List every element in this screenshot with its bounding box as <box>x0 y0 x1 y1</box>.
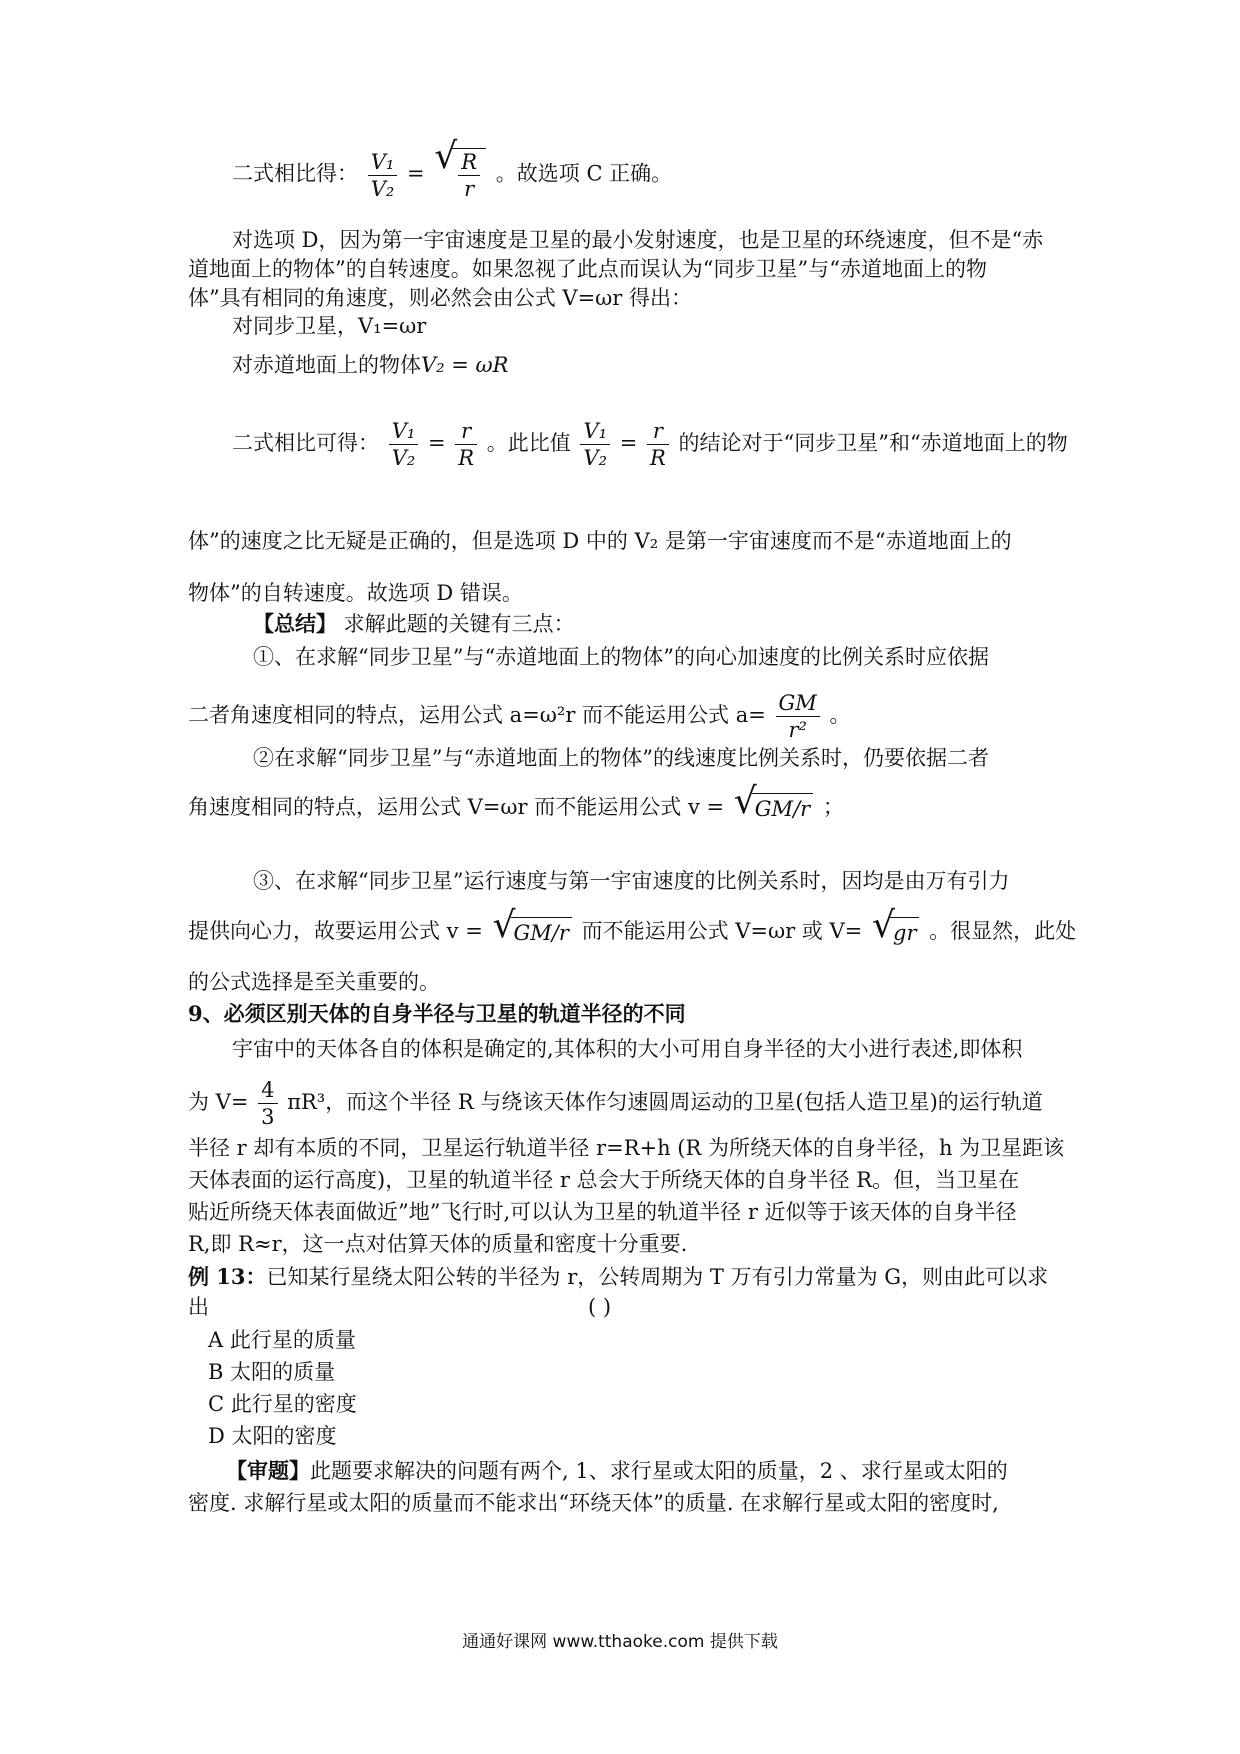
paragraph-line: 对同步卫星，V₁=ωr <box>232 314 427 338</box>
paragraph-line: 二者角速度相同的特点，运用公式 a=ω²r 而不能运用公式 a= $\frac{GM}{\text{r²}}$ 。 <box>188 691 851 742</box>
summary-line: 【总结】 求解此题的关键有三点： <box>253 611 575 636</box>
example-question: 例 13：已知某行星绕太阳公转的半径为 r，公转周期为 T 万有引力常量为 G，则由此可以求 <box>188 1264 1049 1289</box>
paragraph-line: ①、在求解“同步卫星”与“赤道地面上的物体”的向心加速度的比例关系时应依据 <box>253 645 989 669</box>
paragraph-line: 对赤道地面上的物体V₂ = ωR <box>232 353 509 377</box>
section-heading: 9、必须区别天体的自身半径与卫星的轨道半径的不同 <box>188 1001 686 1026</box>
sqrt-r-over-r: √ $\frac{R}{r}$ <box>434 148 486 202</box>
review-line: 【审题】此题要求解决的问题有两个, 1、求行星或太阳的质量，2 、求行星或太阳的 <box>226 1458 1008 1483</box>
option-b: B 太阳的质量 <box>208 1360 336 1384</box>
paragraph-line: 半径 r 却有本质的不同，卫星运行轨道半径 r=R+h (R 为所绕天体的自身半径，h 为卫星距该 <box>188 1136 1065 1160</box>
paragraph-line: R,即 R≈r，这一点对估算天体的质量和密度十分重要. <box>188 1232 688 1256</box>
paragraph-line: 提供向心力，故要运用公式 v = √ GM/r 而不能运用公式 V=ωr 或 V= √ gr 。很显然，此处 <box>188 905 1077 946</box>
paragraph-line: 道地面上的物体”的自转速度。如果忽视了此点而误认为“同步卫星”与“赤道地面上的物 <box>188 257 987 281</box>
paragraph-line: ②在求解“同步卫星”与“赤道地面上的物体”的线速度比例关系时，仍要依据二者 <box>253 746 989 770</box>
paragraph-line: 体”具有相同的角速度，则必然会由公式 V=ωr 得出： <box>188 286 693 310</box>
paragraph-line: 贴近所绕天体表面做近”地”飞行时,可以认为卫星的轨道半径 r 近似等于该天体的自身半径 <box>188 1200 1017 1224</box>
option-c: C 此行星的密度 <box>208 1392 357 1416</box>
paragraph-line: 为 V= $\frac{4}{3}$ πR³，而这个半径 R 与绕该天体作匀速圆周运动的卫星(包括人造卫星)的运行轨道 <box>188 1078 1043 1129</box>
paragraph-line: 宇宙中的天体各自的体积是确定的,其体积的大小可用自身半径的大小进行表述,即体积 <box>232 1037 1023 1061</box>
option-d: D 太阳的密度 <box>208 1424 337 1448</box>
paragraph-line: ③、在求解“同步卫星”运行速度与第一宇宙速度的比例关系时，因均是由万有引力 <box>253 869 1010 893</box>
line-ratio-2: 二式相比可得： $\frac{\text{V₁}}{\text{V₂}}$ = $\frac{r}{R}$ 。此比值 $\frac{\text{V₁}}{\text{V₂}}$ = $\frac{r}{R}$ 的结论对于“同步卫星”和“赤道地面上的物 <box>232 419 1068 470</box>
paragraph-line: 的公式选择是至关重要的。 <box>188 970 440 994</box>
paragraph-line: 天体表面的运行高度)，卫星的轨道半径 r 总会大于所绕天体的自身半径 R。但，当卫星在 <box>188 1168 1020 1192</box>
paragraph-line: 对选项 D，因为第一宇宙速度是卫星的最小发射速度，也是卫星的环绕速度，但不是“赤 <box>232 228 1044 252</box>
example-question-cont: 出 ( ) <box>188 1295 612 1319</box>
paragraph-line: 密度. 求解行星或太阳的质量而不能求出“环绕天体”的质量. 在求解行星或太阳的密度时, <box>188 1491 999 1515</box>
line-ratio-result: 二式相比得： $\frac{\text{V₁}}{\text{V₂}}$ = √ $\frac{R}{r}$ 。故选项 C 正确。 <box>232 136 673 201</box>
paragraph-line: 体”的速度之比无疑是正确的，但是选项 D 中的 V₂ 是第一宇宙速度而不是“赤道地面上的 <box>188 529 1012 553</box>
paragraph-line: 角速度相同的特点，运用公式 V=ωr 而不能运用公式 v = √ GM/r ； <box>188 781 844 822</box>
page-footer: 通通好课网 www.tthaoke.com 提供下载 <box>462 1632 778 1652</box>
paragraph-line: 物体”的自转速度。故选项 D 错误。 <box>188 581 523 605</box>
fraction-v1-v2: $\frac{\text{V₁}}{\text{V₂}}$ <box>368 149 398 202</box>
option-a: A 此行星的质量 <box>208 1328 356 1352</box>
